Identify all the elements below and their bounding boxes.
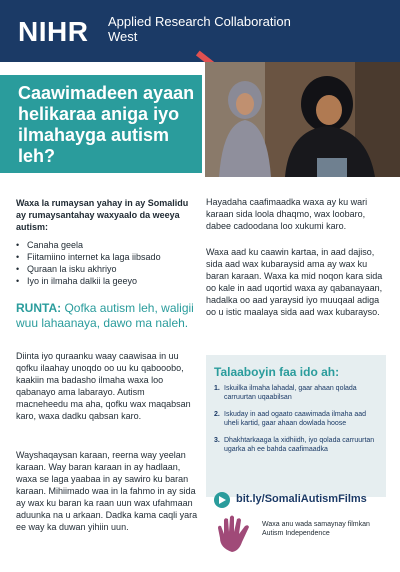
paragraph-religion: Diinta iyo quraanku waay caawisaa in uu qofku ilaahay unoqdo oo uu ku qabooobo, kaakiin ma badasho ilmaha waxa loo qabanayo ama labarayo. Autism macneheedu ma aha, qofku wax maqabsan karo, waxa dadku qabsan karo. xyxy=(16,351,191,421)
step-number: 2. xyxy=(214,411,220,418)
step-item xyxy=(214,410,380,428)
films-link[interactable] xyxy=(214,492,386,510)
intro-text: Waxa la rumaysan yahay in ay Somalidu ay rumaysantahay waxyaalo da weeya autism: xyxy=(16,198,189,232)
step-text: Iskuilka ilmaha lahadal, gaar ahaan qolada carruurtan uqaabilsan xyxy=(224,385,357,401)
list-item: • Iyo in ilmaha dalkii la geeyo xyxy=(16,275,198,287)
truth-label: RUNTA: xyxy=(16,301,62,315)
hero-photo xyxy=(205,62,400,177)
films-link-text[interactable]: bit.ly/SomaliAutismFilms xyxy=(236,493,367,505)
org-name-line2: West xyxy=(108,29,138,44)
org-name-line1: Applied Research Collaboration xyxy=(108,14,291,29)
step-item xyxy=(214,384,380,402)
photo-illustration xyxy=(205,62,400,177)
film-credit: Waxa anu wada samaynay filmkan Autism Independence xyxy=(262,521,370,537)
nihr-logo: NIHR xyxy=(18,16,89,47)
handprint-icon xyxy=(212,514,256,554)
play-icon xyxy=(214,492,230,508)
step-text: Dhakhtarkaaga la xidhiidh, iyo qolada carruurtan ugarka ah ee bahda caafimaadka xyxy=(224,437,375,453)
paragraph-health-services: Hayadaha caafimaadka waxa ay ku wari karaan sida loola dhaqmo, wax loobaro, dabee cadoodana loo xukumi karo. xyxy=(206,197,368,231)
paragraph-how-to-help: Waxa aad ku caawin kartaa, in aad dajiso, sida aad wax kubaraysid ama ay wax ku baran karaan. Waxa ka mid noqon kara sida oo kale in aad uqortid waxa ay qabanayaan, hadalka oo aad yaraysid iyo muuqaal adiga oo u istic maalaya sida aad wax kubarayso. xyxy=(206,247,383,317)
truth-text: Qofka autism leh, waligii wuu lahaanaya, dawo ma naleh. xyxy=(16,301,194,330)
helpful-steps-title: Talaaboyin faa ido ah: xyxy=(214,365,340,379)
paragraph-abilities: Wayshaqaysan karaan, reerna way yeelan karaan. Way baran karaan in ay hadlaan, waxa se laga yaabaa in ay sawiro ku baran karaan. Mihiimado waa in la fahmo in ay sida ay wax ku baran ka raan uun wax ufahmaan aduunka na u arkaan. Dadka kama caqli yara ee way ka duwan yihiin uun. xyxy=(16,450,198,532)
page-title: Caawimadeen ayaan helikaraa aniga iyo ilmahayga autism leh? xyxy=(18,83,195,166)
step-item xyxy=(214,436,380,454)
step-number: 3. xyxy=(214,437,220,444)
list-item: • Quraan la isku akhriyo xyxy=(16,263,198,275)
list-item: • Fiitamiino internet ka laga iibsado xyxy=(16,251,198,263)
list-item: • Canaha geela xyxy=(16,239,198,251)
step-number: 1. xyxy=(214,385,220,392)
helpful-steps-list xyxy=(214,384,380,462)
step-text: Iskuday in aad ogaato caawimada ilmaha aad uheli kartid, gaar ahaan dowlada hoose xyxy=(224,411,367,427)
play-icon-glyph xyxy=(217,495,227,505)
beliefs-list xyxy=(16,239,198,287)
org-name xyxy=(108,14,291,44)
truth-callout xyxy=(16,301,198,331)
